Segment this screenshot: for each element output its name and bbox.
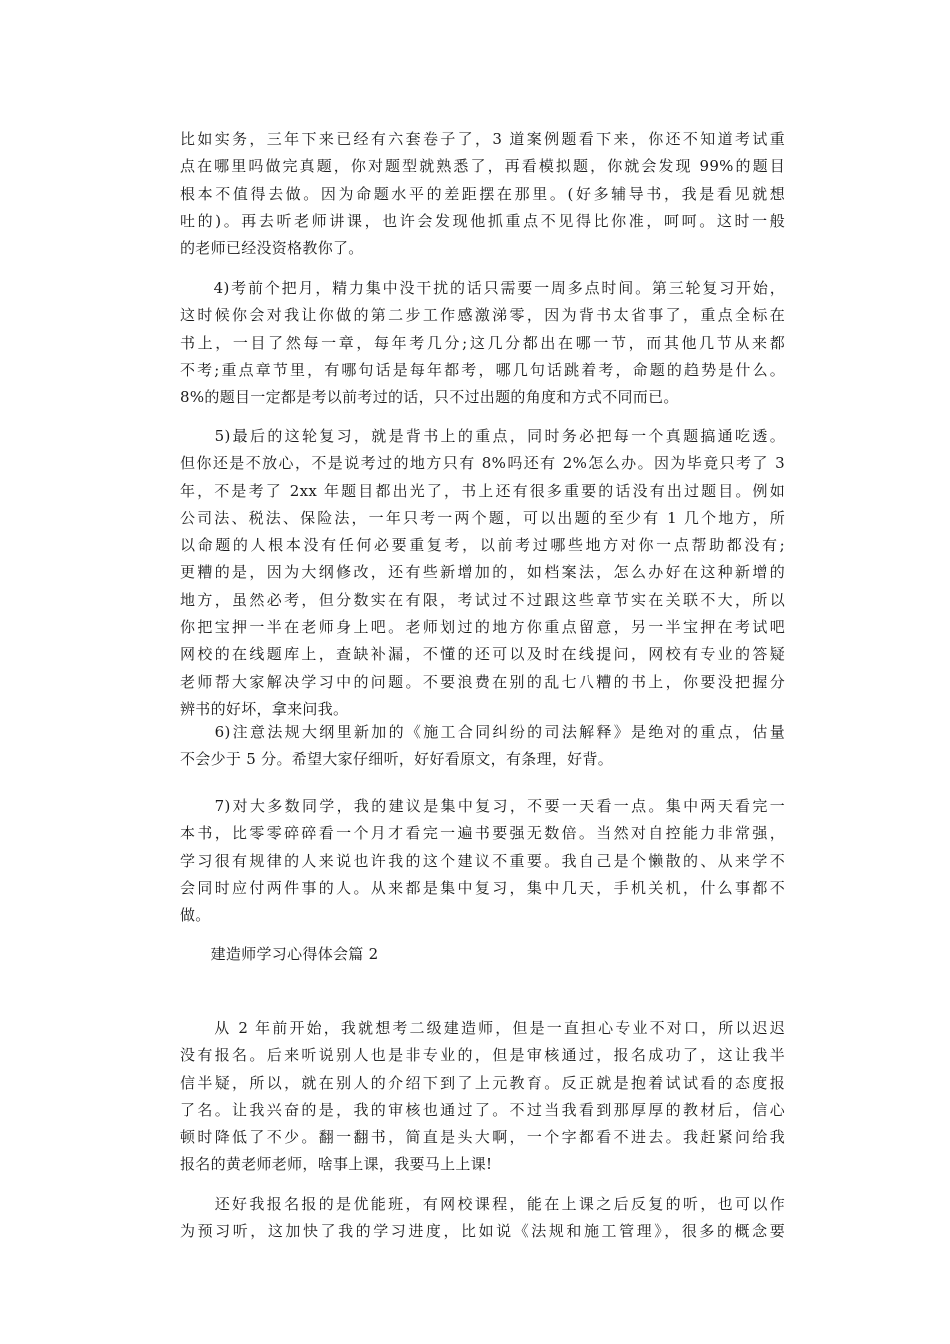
text-line: 6)注意法规大纲里新加的《施工合同纠纷的司法解释》是绝对的重点，估量 [180, 723, 785, 741]
text-line: 书上，一目了然每一章，每年考几分;这几分都出在哪一节，而其他几节从来都 [180, 333, 785, 352]
text-line: 顿时降低了不少。翻一翻书，简直是头大啊，一个字都看不进去。我赶紧问给我 [180, 1128, 785, 1147]
paragraph [180, 719, 785, 774]
text-line: 4)考前个把月，精力集中没干扰的话只需要一周多点时间。第三轮复习开始， [180, 279, 785, 297]
text-line: 学习很有规律的人来说也许我的这个建议不重要。我自己是个懒散的、从来学不 [180, 851, 785, 870]
text-line: 年，不是考了 2xx 年题目都出光了，书上还有很多重要的话没有出过题目。例如 [180, 481, 785, 500]
text-line: 会同时应付两件事的人。从来都是集中复习，集中几天，手机关机，什么事都不 [180, 878, 785, 897]
text-line: 本书，比零零碎碎看一个月才看完一遍书要强无数倍。当然对自控能力非常强， [180, 824, 785, 843]
text-line: 比如实务，三年下来已经有六套卷子了，3 道案例题看下来，你还不知道考试重 [180, 130, 785, 148]
text-line: 但你还是不放心，不是说考过的地方只有 8%吗还有 2%怎么办。因为毕竟只考了 3 [180, 454, 785, 473]
paragraph [180, 1191, 785, 1246]
paragraph [180, 423, 785, 723]
text-line: 不考;重点章节里，有哪句话是每年都考，哪几句话跳着考，命题的趋势是什么。 [180, 360, 785, 379]
paragraph [180, 275, 785, 411]
text-line: 还好我报名报的是优能班，有网校课程，能在上课之后反复的听，也可以作 [180, 1195, 785, 1213]
text-line: 地方，虽然必考，但分数实在有限，考试过不过跟这些章节实在关联不大，所以 [180, 590, 785, 609]
text-line: 8%的题目一定都是考以前考过的话，只不过出题的角度和方式不同而已。 [180, 388, 679, 407]
text-line: 报名的黄老师老师，啥事上课，我要马上上课! [180, 1155, 493, 1174]
section-heading-text: 建造师学习心得体会篇 2 [180, 945, 379, 963]
text-line: 以命题的人根本没有任何必要重复考，以前考过哪些地方对你一点帮助都没有; [180, 536, 785, 555]
text-line: 没有报名。后来听说别人也是非专业的，但是审核通过，报名成功了，这让我半 [180, 1046, 785, 1065]
section-heading [180, 941, 785, 968]
text-line: 老师帮大家解决学习中的问题。不要浪费在别的乱七八糟的书上，你要没把握分 [180, 672, 785, 691]
text-line: 信半疑，所以，就在别人的介绍下到了上元教育。反正就是抱着试试看的态度报 [180, 1073, 785, 1092]
text-line: 这时候你会对我让你做的第二步工作感激涕零，因为背书太省事了，重点全标在 [180, 306, 785, 325]
text-line: 的老师已经没资格教你了。 [180, 239, 364, 258]
text-line: 了名。让我兴奋的是，我的审核也通过了。不过当我看到那厚厚的教材后，信心 [180, 1100, 785, 1119]
text-line: 根本不值得去做。因为命题水平的差距摆在那里。(好多辅导书，我是看见就想 [180, 184, 785, 203]
text-line: 吐的)。再去听老师讲课，也许会发现他抓重点不见得比你准，呵呵。这时一般 [180, 211, 785, 230]
text-line: 为预习听，这加快了我的学习进度，比如说《法规和施工管理》，很多的概念要 [180, 1222, 785, 1241]
text-line: 更糟的是，因为大纲修改，还有些新增加的，如档案法，怎么办好在这种新增的 [180, 563, 785, 582]
text-line: 公司法、税法、保险法，一年只考一两个题，可以出题的至少有 1 几个地方，所 [180, 508, 785, 527]
text-line: 做。 [180, 906, 211, 925]
text-line: 7)对大多数同学，我的建议是集中复习，不要一天看一点。集中两天看完一 [180, 797, 785, 815]
text-line: 网校的在线题库上，查缺补漏，不懂的还可以及时在线提问，网校有专业的答疑 [180, 645, 785, 664]
paragraph [180, 793, 785, 929]
text-line: 你把宝押一半在老师身上吧。老师划过的地方你重点留意，另一半宝押在考试吧 [180, 618, 785, 637]
text-line: 从 2 年前开始，我就想考二级建造师，但是一直担心专业不对口，所以迟迟 [180, 1019, 785, 1037]
text-line: 不会少于 5 分。希望大家仔细听，好好看原文，有条理，好背。 [180, 750, 614, 769]
document-page [180, 0, 785, 1344]
text-line: 5)最后的这轮复习，就是背书上的重点，同时务必把每一个真题搞通吃透。 [180, 427, 785, 445]
text-line: 点在哪里吗做完真题，你对题型就熟悉了，再看模拟题，你就会发现 99%的题目 [180, 157, 785, 176]
paragraph [180, 1015, 785, 1179]
text-line: 辨书的好坏，拿来问我。 [180, 699, 349, 718]
paragraph [180, 126, 785, 262]
